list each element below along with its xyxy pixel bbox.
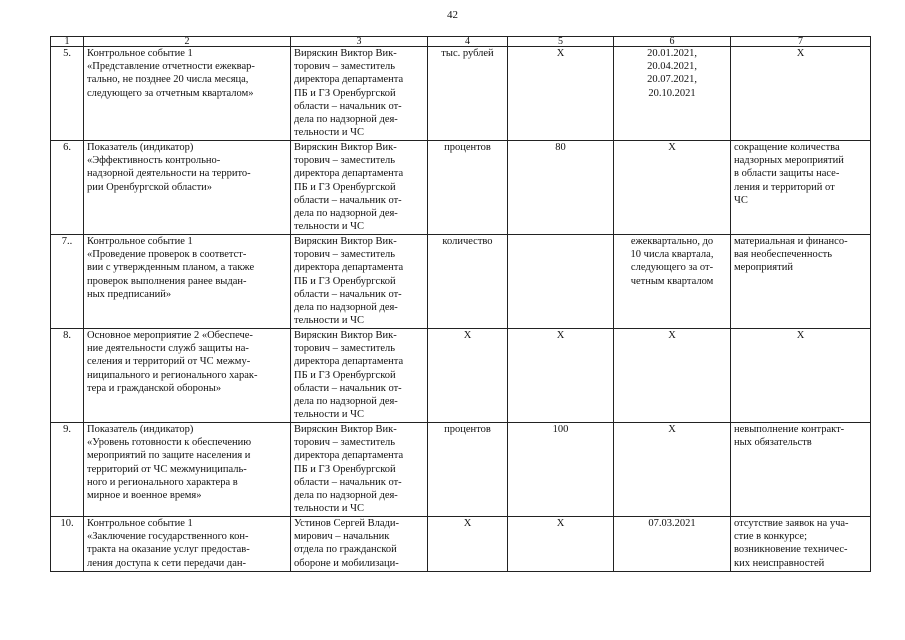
row-date: Х <box>614 329 731 423</box>
row-value: 80 <box>508 141 614 235</box>
row-risk: Х <box>731 329 871 423</box>
row-responsible: Виряскин Виктор Вик- торович – заместитель директора департамента ПБ и ГЗ Оренбургской области – начальник от- дела по надзорной дея- тельности и ЧС <box>291 235 428 329</box>
row-unit: процентов <box>428 141 508 235</box>
header-cell: 7 <box>731 37 871 47</box>
row-responsible: Виряскин Виктор Вик- торович – заместитель директора департамента ПБ и ГЗ Оренбургской области – начальник от- дела по надзорной дея- тельности и ЧС <box>291 423 428 517</box>
row-number: 6. <box>51 141 84 235</box>
row-risk: сокращение количества надзорных мероприятий в области защиты насе- ления и территорий от ЧС <box>731 141 871 235</box>
header-cell: 4 <box>428 37 508 47</box>
row-number: 9. <box>51 423 84 517</box>
row-unit: Х <box>428 517 508 572</box>
row-value: Х <box>508 329 614 423</box>
row-event-name: Показатель (индикатор) «Уровень готовности к обеспечению мероприятий по защите населения и территорий от ЧС межмуниципаль- ного и регионального характера в мирное и военное время» <box>84 423 291 517</box>
header-cell: 1 <box>51 37 84 47</box>
row-value <box>508 235 614 329</box>
row-event-name: Показатель (индикатор) «Эффективность контрольно- надзорной деятельности на террито- рии Оренбургской области» <box>84 141 291 235</box>
header-cell: 5 <box>508 37 614 47</box>
row-event-name: Основное мероприятие 2 «Обеспече- ние деятельности служб защиты на- селения и территорий от ЧС межму- ниципального и регионального харак- тера и гражданской обороны» <box>84 329 291 423</box>
table-row <box>51 235 871 329</box>
row-value: Х <box>508 47 614 141</box>
header-cell: 3 <box>291 37 428 47</box>
row-date: 07.03.2021 <box>614 517 731 572</box>
row-risk: отсутствие заявок на уча- стие в конкурсе; возникновение техничес- ких неисправностей <box>731 517 871 572</box>
row-unit: количество <box>428 235 508 329</box>
table-row <box>51 141 871 235</box>
page-number: 42 <box>447 9 458 21</box>
header-cell: 6 <box>614 37 731 47</box>
row-responsible: Виряскин Виктор Вик- торович – заместитель директора департамента ПБ и ГЗ Оренбургской области – начальник от- дела по надзорной дея- тельности и ЧС <box>291 47 428 141</box>
row-event-name: Контрольное событие 1 «Проведение проверок в соответст- вии с утвержденным планом, а также проверок выполнения ранее выдан- ных предписаний» <box>84 235 291 329</box>
row-event-name: Контрольное событие 1 «Заключение государственного кон- тракта на оказание услуг предостав- ления доступа к сети передачи дан- <box>84 517 291 572</box>
table-row <box>51 329 871 423</box>
row-risk: Х <box>731 47 871 141</box>
row-number: 5. <box>51 47 84 141</box>
header-cell: 2 <box>84 37 291 47</box>
row-responsible: Виряскин Виктор Вик- торович – заместитель директора департамента ПБ и ГЗ Оренбургской области – начальник от- дела по надзорной дея- тельности и ЧС <box>291 329 428 423</box>
row-date: Х <box>614 423 731 517</box>
row-unit: тыс. рублей <box>428 47 508 141</box>
row-risk: невыполнение контракт- ных обязательств <box>731 423 871 517</box>
table-header-row <box>51 37 871 47</box>
row-number: 8. <box>51 329 84 423</box>
row-unit: Х <box>428 329 508 423</box>
row-date: 20.01.2021, 20.04.2021, 20.07.2021, 20.10.2021 <box>614 47 731 141</box>
table-row <box>51 47 871 141</box>
row-number: 10. <box>51 517 84 572</box>
row-responsible: Устинов Сергей Влади- мирович – начальник отдела по гражданской обороне и мобилизаци- <box>291 517 428 572</box>
table-row <box>51 423 871 517</box>
row-risk: материальная и финансо- вая необеспеченность мероприятий <box>731 235 871 329</box>
row-date: ежеквартально, до 10 числа квартала, следующего за от- четным кварталом <box>614 235 731 329</box>
row-event-name: Контрольное событие 1 «Представление отчетности ежеквар- тально, не позднее 20 числа месяца, следующего за отчетным кварталом» <box>84 47 291 141</box>
row-date: Х <box>614 141 731 235</box>
row-value: Х <box>508 517 614 572</box>
row-number: 7.. <box>51 235 84 329</box>
row-unit: процентов <box>428 423 508 517</box>
table-row <box>51 517 871 572</box>
plan-table <box>50 36 871 572</box>
row-responsible: Виряскин Виктор Вик- торович – заместитель директора департамента ПБ и ГЗ Оренбургской области – начальник от- дела по надзорной дея- тельности и ЧС <box>291 141 428 235</box>
row-value: 100 <box>508 423 614 517</box>
